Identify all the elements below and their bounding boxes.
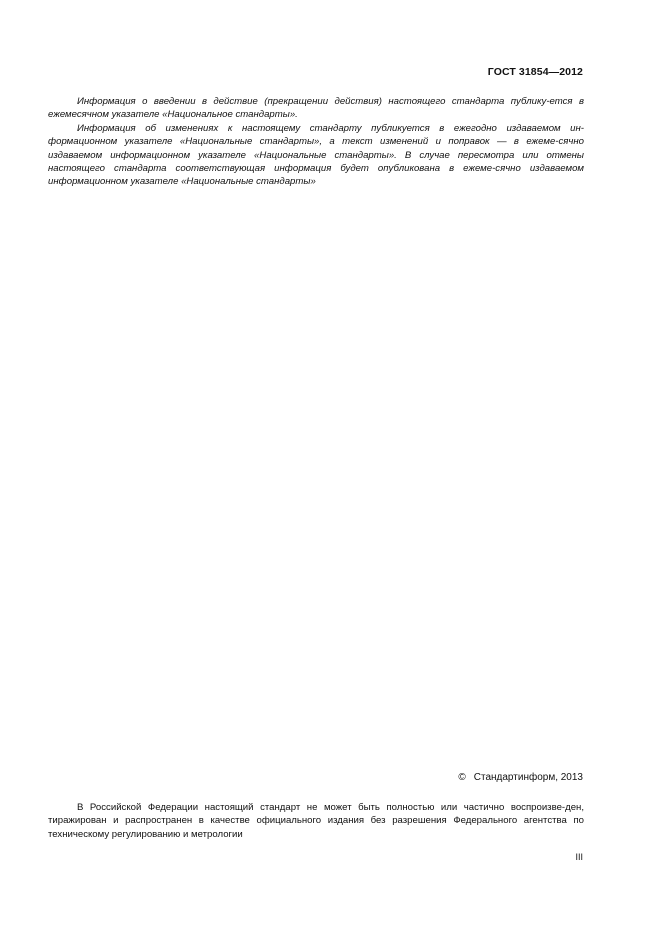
page-number: III [575,852,583,862]
publication-info-block [48,95,584,189]
copyright-text: Стандартинформ, 2013 [473,772,583,783]
document-number-header: ГОСТ 31854—2012 [487,66,583,78]
copyright-symbol: © [458,772,466,783]
copyright-line [458,772,583,783]
info-paragraph-enactment: Информация о введении в действие (прекращении действия) настоящего стандарта публику-ется в ежемесячном указателе «Национальное стандарты». [48,96,584,121]
info-paragraph-amendments: Информация об изменениях к настоящему стандарту публикуется в ежегодно издаваемом ин-формационном указателе «Национальные стандарты», а текст изменений и поправок — в ежеме-сячно издаваемом информационном указателе «Национальные стандарты». В случае пересмотра или отмены настоящего стандарта соответствующая информация будет опубликована в ежеме-сячно издаваемом информационном указателе «Национальные стандарты» [48,122,584,188]
legal-notice: В Российской Федерации настоящий стандарт не может быть полностью или частично воспроизве-ден, тиражирован и распространен в качестве официального издания без разрешения Федерального агентства по техническому регулированию и метрологии [48,802,584,840]
